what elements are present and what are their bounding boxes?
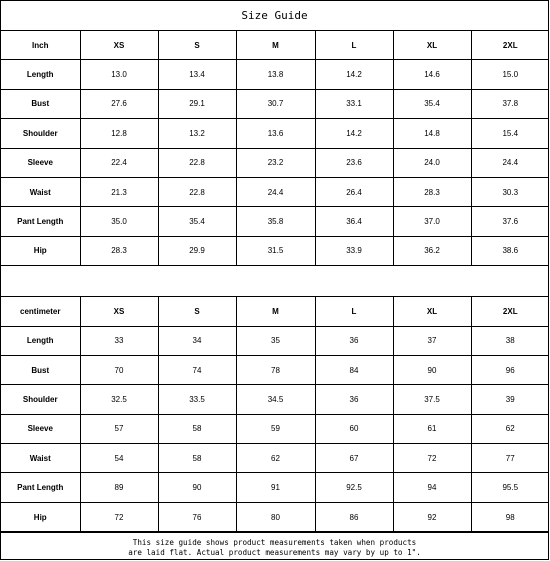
measurement-value: 78 [236, 355, 315, 384]
measurement-value: 39 [471, 385, 549, 414]
measurement-value: 36 [315, 385, 393, 414]
measurement-value: 35.0 [80, 207, 158, 236]
measurement-label: Sleeve [1, 148, 80, 177]
measurement-value: 33 [80, 326, 158, 355]
table-divider [1, 266, 548, 297]
measurement-value: 13.8 [236, 60, 315, 89]
measurement-note [1, 532, 548, 561]
measurement-value: 12.8 [80, 119, 158, 148]
measurement-value: 22.8 [158, 148, 236, 177]
table-row [1, 89, 549, 118]
measurement-label: Length [1, 60, 80, 89]
measurement-value: 94 [393, 473, 471, 502]
measurement-value: 26.4 [315, 177, 393, 206]
measurement-label: Pant Length [1, 207, 80, 236]
page-title: Size Guide [1, 1, 548, 31]
inch-table [1, 31, 549, 266]
measurement-value: 59 [236, 414, 315, 443]
measurement-value: 29.1 [158, 89, 236, 118]
size-header: S [158, 297, 236, 326]
header-row [1, 31, 549, 60]
measurement-value: 37.6 [471, 207, 549, 236]
table-row [1, 177, 549, 206]
size-header: 2XL [471, 31, 549, 60]
measurement-value: 36.2 [393, 236, 471, 265]
measurement-value: 38 [471, 326, 549, 355]
measurement-value: 70 [80, 355, 158, 384]
unit-header: Inch [1, 31, 80, 60]
measurement-value: 33.1 [315, 89, 393, 118]
measurement-label: Bust [1, 89, 80, 118]
measurement-value: 35.4 [393, 89, 471, 118]
measurement-value: 14.6 [393, 60, 471, 89]
measurement-value: 76 [158, 502, 236, 531]
measurement-value: 22.4 [80, 148, 158, 177]
size-header: XL [393, 297, 471, 326]
measurement-value: 37 [393, 326, 471, 355]
measurement-value: 90 [158, 473, 236, 502]
measurement-value: 23.6 [315, 148, 393, 177]
measurement-label: Shoulder [1, 385, 80, 414]
measurement-value: 58 [158, 444, 236, 473]
measurement-label: Hip [1, 236, 80, 265]
measurement-value: 28.3 [80, 236, 158, 265]
centimeter-table [1, 297, 549, 532]
measurement-value: 30.3 [471, 177, 549, 206]
size-header: XL [393, 31, 471, 60]
measurement-value: 24.0 [393, 148, 471, 177]
measurement-value: 61 [393, 414, 471, 443]
table-row [1, 414, 549, 443]
size-header: 2XL [471, 297, 549, 326]
measurement-value: 37.5 [393, 385, 471, 414]
measurement-label: Waist [1, 177, 80, 206]
measurement-note-line-2: are laid flat. Actual product measurements may vary by up to 1". [128, 548, 421, 558]
measurement-value: 54 [80, 444, 158, 473]
measurement-label: Bust [1, 355, 80, 384]
size-header: XS [80, 297, 158, 326]
measurement-value: 60 [315, 414, 393, 443]
measurement-value: 33.5 [158, 385, 236, 414]
measurement-value: 57 [80, 414, 158, 443]
measurement-value: 32.5 [80, 385, 158, 414]
measurement-value: 98 [471, 502, 549, 531]
size-header: M [236, 31, 315, 60]
measurement-value: 14.2 [315, 119, 393, 148]
measurement-value: 13.4 [158, 60, 236, 89]
measurement-value: 37.8 [471, 89, 549, 118]
measurement-value: 31.5 [236, 236, 315, 265]
size-header: S [158, 31, 236, 60]
measurement-value: 15.4 [471, 119, 549, 148]
measurement-value: 22.8 [158, 177, 236, 206]
measurement-value: 24.4 [471, 148, 549, 177]
measurement-value: 13.2 [158, 119, 236, 148]
table-row [1, 326, 549, 355]
measurement-value: 24.4 [236, 177, 315, 206]
measurement-value: 95.5 [471, 473, 549, 502]
measurement-value: 92 [393, 502, 471, 531]
measurement-value: 23.2 [236, 148, 315, 177]
measurement-value: 35.4 [158, 207, 236, 236]
measurement-value: 74 [158, 355, 236, 384]
measurement-value: 92.5 [315, 473, 393, 502]
measurement-value: 37.0 [393, 207, 471, 236]
table-row [1, 148, 549, 177]
measurement-value: 30.7 [236, 89, 315, 118]
measurement-label: Sleeve [1, 414, 80, 443]
measurement-value: 27.6 [80, 89, 158, 118]
measurement-value: 15.0 [471, 60, 549, 89]
measurement-value: 67 [315, 444, 393, 473]
measurement-value: 28.3 [393, 177, 471, 206]
measurement-value: 62 [236, 444, 315, 473]
measurement-value: 36.4 [315, 207, 393, 236]
measurement-value: 34 [158, 326, 236, 355]
measurement-note-line-1: This size guide shows product measurements taken when products [132, 538, 417, 548]
measurement-value: 80 [236, 502, 315, 531]
header-row [1, 297, 549, 326]
unit-header: centimeter [1, 297, 80, 326]
table-row [1, 502, 549, 531]
measurement-value: 77 [471, 444, 549, 473]
measurement-value: 38.6 [471, 236, 549, 265]
measurement-value: 72 [393, 444, 471, 473]
measurement-value: 91 [236, 473, 315, 502]
measurement-value: 36 [315, 326, 393, 355]
measurement-value: 14.2 [315, 60, 393, 89]
size-header: XS [80, 31, 158, 60]
size-header: M [236, 297, 315, 326]
measurement-value: 58 [158, 414, 236, 443]
measurement-value: 89 [80, 473, 158, 502]
table-row [1, 444, 549, 473]
measurement-value: 21.3 [80, 177, 158, 206]
table-row [1, 385, 549, 414]
measurement-value: 96 [471, 355, 549, 384]
measurement-value: 13.6 [236, 119, 315, 148]
measurement-value: 86 [315, 502, 393, 531]
measurement-value: 13.0 [80, 60, 158, 89]
size-header: L [315, 297, 393, 326]
measurement-value: 34.5 [236, 385, 315, 414]
measurement-value: 62 [471, 414, 549, 443]
measurement-value: 72 [80, 502, 158, 531]
measurement-value: 33.9 [315, 236, 393, 265]
size-header: L [315, 31, 393, 60]
measurement-value: 29.9 [158, 236, 236, 265]
table-row [1, 355, 549, 384]
measurement-value: 14.8 [393, 119, 471, 148]
measurement-label: Length [1, 326, 80, 355]
table-row [1, 236, 549, 265]
table-row [1, 60, 549, 89]
table-row [1, 473, 549, 502]
table-row [1, 119, 549, 148]
measurement-value: 84 [315, 355, 393, 384]
measurement-label: Waist [1, 444, 80, 473]
measurement-label: Pant Length [1, 473, 80, 502]
measurement-value: 35 [236, 326, 315, 355]
measurement-label: Shoulder [1, 119, 80, 148]
measurement-value: 90 [393, 355, 471, 384]
measurement-label: Hip [1, 502, 80, 531]
table-row [1, 207, 549, 236]
measurement-value: 35.8 [236, 207, 315, 236]
